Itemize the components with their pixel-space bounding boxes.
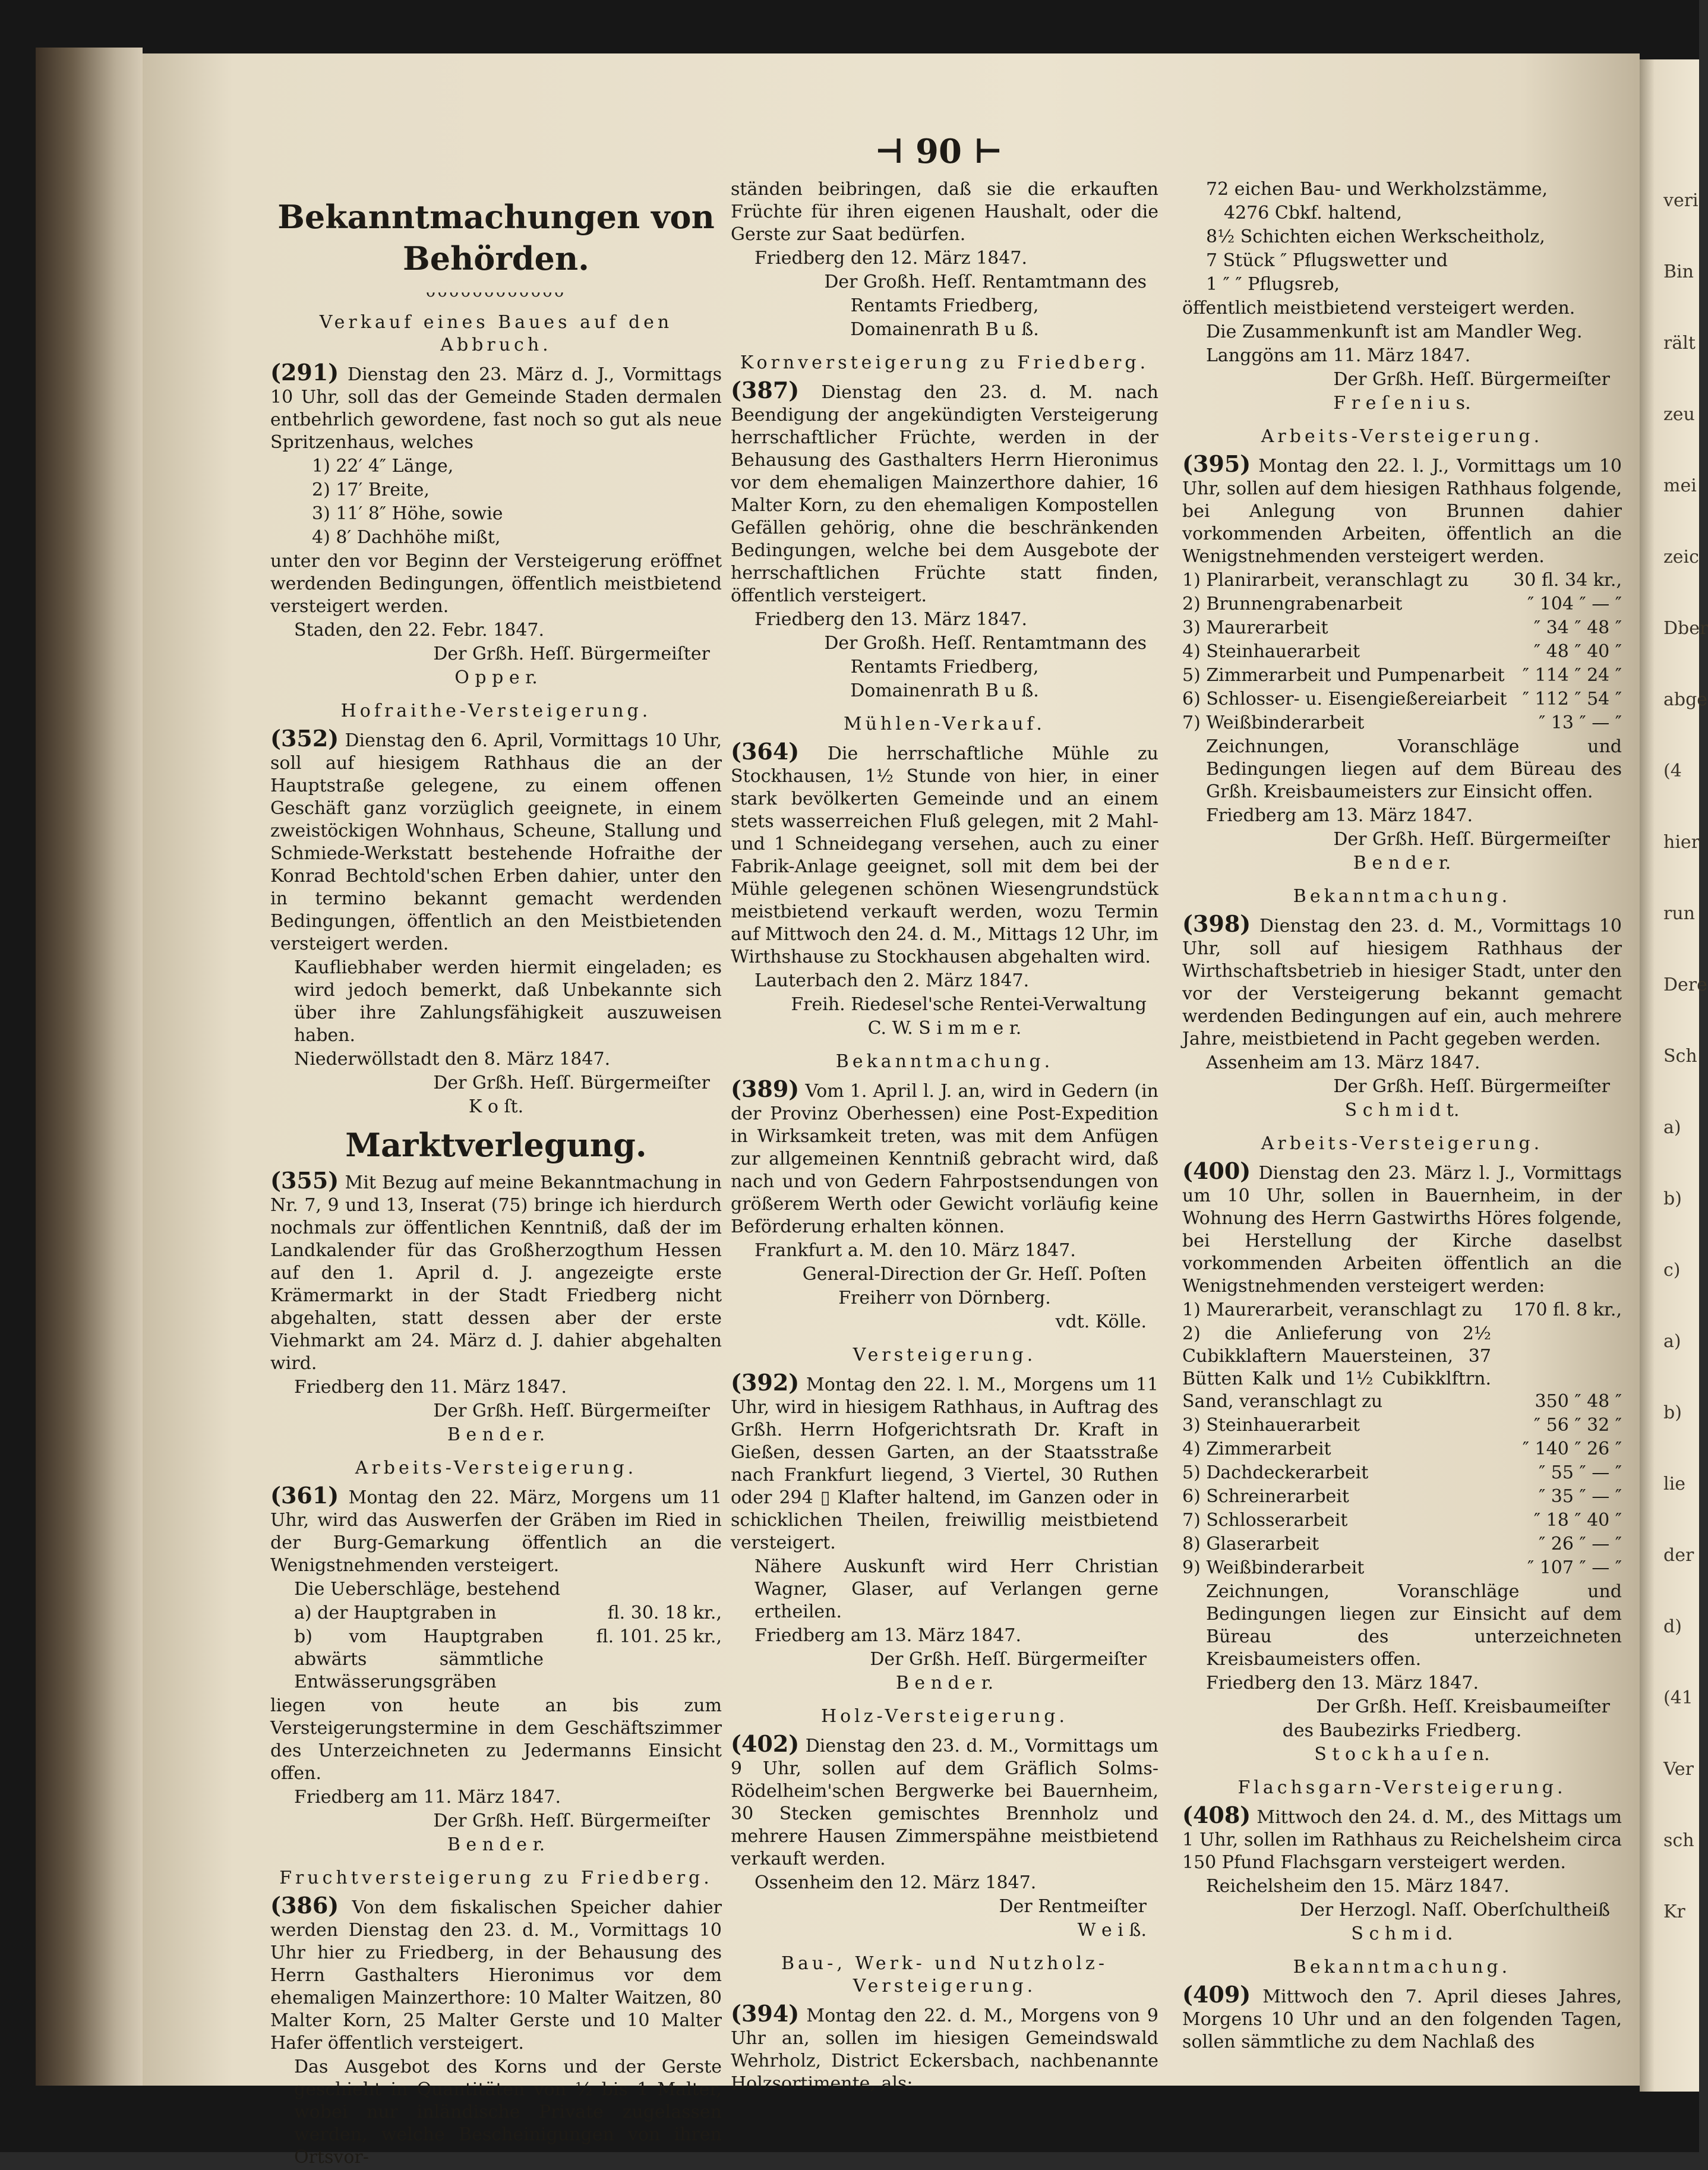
notice-409: (409) Mittwoch den 7. April dieses Jahres, Morgens 10 Uhr und an den folgenden Tagen, sollen sämmtliche zu dem Nachlaß des — [1182, 1981, 1622, 2052]
place-date: Staden, den 22. Febr. 1847. — [294, 620, 545, 641]
notice-395: (395) Montag den 22. l. J., Vormittags um 10 Uhr, sollen auf dem hiesigen Rathhaus folgende, bei Anlegung von Brunnen dahier vorkommenden Arbeiten, öffentlich an die Wenigstnehmenden versteigert werden. — [1182, 450, 1622, 567]
signature: Der Großh. Heſſ. Rentamtmann des — [824, 633, 1147, 654]
signature-name: S c h m i d. — [1351, 1923, 1453, 1944]
cost-row: 7) Schlosserarbeit ″ 18 ″ 40 ″ — [1182, 1510, 1622, 1531]
notice-heading: Flachsgarn-Versteigerung. — [1237, 1777, 1567, 1798]
list-item: 1) 22′ 4″ Länge, — [312, 456, 454, 477]
notice-text: ständen beibringen, daß sie die erkauften Früchte für ihren eigenen Haushalt, oder die Gerste zur Saat bedürfen. — [731, 179, 1158, 245]
ornament-rule: ᴗᴗᴗᴗᴗᴗᴗᴗᴗᴗᴗᴗ — [426, 283, 566, 301]
column-3 — [1182, 178, 1622, 2055]
notice-361: (361) Montag den 22. März, Morgens um 11 Uhr, wird das Auswerfen der Gräben im Ried in der Burg-Gemarkung öffentlich an die Wenigstnehmenden versteigert. — [270, 1482, 722, 1576]
cost-row: 9) Weißbinderarbeit ″ 107 ″ — ″ — [1182, 1557, 1622, 1578]
notice-394: (394) Montag den 22. d. M., Morgens von 9 Uhr an, sollen im hiesigen Gemeindswald Wehrholz, District Eckersbach, nachbenannte Holzsortimente, als: — [731, 2000, 1158, 2094]
place-date: Frankfurt a. M. den 10. März 1847. — [754, 1240, 1076, 1261]
next-page-fragment: zeu — [1663, 404, 1695, 425]
signature-name: B e n d e r. — [1353, 853, 1451, 873]
signature: Der Grßh. Heſſ. Bürgermeiſter — [433, 1073, 710, 1093]
list-item: 3) 11′ 8″ Höhe, sowie — [312, 503, 503, 524]
next-page-fragment: (41 — [1663, 1688, 1693, 1708]
section-title: Bekanntmachungen von Behörden. — [277, 198, 715, 277]
signature: Freih. Riedesel'sche Rentei-Verwaltung — [791, 994, 1147, 1015]
notice-291: (291) Dienstag den 23. März d. J., Vormittags 10 Uhr, soll das der Gemeinde Staden dermalen entbehrlich gewordene, fast noch so gut als neue Spritzenhaus, welches — [270, 359, 722, 453]
place-date: Friedberg den 11. März 1847. — [294, 1377, 567, 1398]
signature: Rentamts Friedberg, — [850, 295, 1039, 316]
cost-row: 8) Glaserarbeit ″ 26 ″ — ″ — [1182, 1534, 1622, 1554]
notice-387: (387) Dienstag den 23. d. M. nach Beendigung der angekündigten Versteigerung herrschaftlicher Früchte, werden in der Behausung des Gasthalters Herrn Hieronimus vor dem ehemaligen Mainzerthore dahier, 16 Malter Korn, zu den ehemaligen Kompostellen Gefällen gehörig, ohne die beschränkenden Bedingungen, welche bei dem Ausgebote der herrschaftlichen Früchte statt finden, öffentlich versteigert. — [731, 377, 1158, 606]
cost-row: 6) Schlosser- u. Eisengießereiarbeit ″ 112 ″ 54 ″ — [1182, 689, 1622, 709]
list-item: 4) 8′ Dachhöhe mißt, — [312, 527, 501, 548]
place-date: Friedberg am 13. März 1847. — [754, 1625, 1022, 1646]
cost-row: 4) Steinhauerarbeit ″ 48 ″ 40 ″ — [1182, 641, 1622, 662]
notice-402: (402) Dienstag den 23. d. M., Vormittags um 9 Uhr, sollen auf dem Gräflich Solms-Rödelheim'schen Bergwerke bei Bauernheim, 30 Stecken gemischtes Brennholz und mehrere Hausen Zimmerspähne meistbietend verkauft werden. — [731, 1730, 1158, 1869]
signature: Der Grßh. Heſſ. Bürgermeiſter — [433, 644, 710, 664]
cost-row: 1) Maurerarbeit, veranschlagt zu 170 fl. 8 kr., — [1182, 1300, 1622, 1320]
cost-row: 1) Planirarbeit, veranschlagt zu 30 fl. 34 kr., — [1182, 570, 1622, 591]
column-1 — [270, 190, 722, 2170]
next-page-fragment: d) — [1663, 1616, 1682, 1637]
page-number: ⊣ 90 ⊢ — [874, 132, 1003, 171]
notice-heading: Bekanntmachung. — [835, 1051, 1054, 1072]
place-date: Friedberg den 13. März 1847. — [754, 609, 1027, 630]
signature: Der Grßh. Heſſ. Bürgermeiſter — [433, 1401, 710, 1421]
place-date: Niederwöllstadt den 8. März 1847. — [294, 1049, 611, 1070]
signature: Der Grßh. Heſſ. Bürgermeiſter — [1333, 369, 1610, 390]
cost-row: 2) die Anlieferung von 2½ Cubikklaftern Mauersteinen, 37 Bütten Kalk und 1½ Cubikklftrn. Sand, veranschlagt zu 350 ″ 48 ″ — [1182, 1323, 1622, 1412]
cost-list-400 — [1182, 1299, 1622, 1579]
signature-name: W e i ß. — [1077, 1920, 1147, 1941]
notice-heading: Versteigerung. — [853, 1345, 1037, 1365]
cost-row: 7) Weißbinderarbeit ″ 13 ″ — ″ — [1182, 712, 1622, 733]
signature: Der Grßh. Heſſ. Kreisbaumeiſter — [1316, 1696, 1610, 1717]
left-page-edges — [36, 48, 143, 2086]
notice-heading: Fruchtversteigerung zu Friedberg. — [279, 1868, 713, 1888]
notice-heading: Arbeits-Versteigerung. — [1261, 426, 1543, 447]
next-page-fragment: Ver — [1663, 1759, 1694, 1780]
signature-name: F r e ſ e n i u s. — [1333, 393, 1471, 414]
next-page-fragment: run — [1663, 903, 1695, 924]
cost-row: a) der Hauptgraben in fl. 30. 18 kr., — [294, 1603, 722, 1623]
signature-name: S c h m i d t. — [1344, 1100, 1460, 1121]
cost-row: 2) Brunnengrabenarbeit ″ 104 ″ — ″ — [1182, 594, 1622, 614]
notice-355: (355) Mit Bezug auf meine Bekanntmachung in Nr. 7, 9 und 13, Inserat (75) bringe ich hierdurch nochmals zur öffentlichen Kenntniß, daß der im Landkalender für das Großherzogthum Hessen auf den 1. April d. J. angezeigte erste Krämermarkt in der Stadt Friedberg nicht abgehalten, statt dessen aber der erste Viehmarkt am 24. März d. J. dahier abgehalten wird. — [270, 1167, 722, 1374]
column-2 — [731, 178, 1158, 2096]
list-item: 4276 Cbkf. haltend, — [1224, 203, 1402, 223]
signature-name: Domainenrath B u ß. — [850, 319, 1039, 340]
signature: des Baubezirks Friedberg. — [1282, 1720, 1522, 1741]
signature: Der Herzogl. Naſſ. Oberſchultheiß — [1300, 1900, 1610, 1920]
next-page-fragment: Sch — [1663, 1046, 1697, 1067]
notice-text: Nähere Auskunft wird Herr Christian Wagner, Glaser, auf Verlangen gerne ertheilen. — [754, 1556, 1158, 1622]
cost-row: 6) Schreinerarbeit ″ 35 ″ — ″ — [1182, 1486, 1622, 1507]
notice-heading: Kornversteigerung zu Friedberg. — [740, 352, 1150, 373]
place-date: Assenheim am 13. März 1847. — [1206, 1052, 1480, 1073]
signature: Der Grßh. Heſſ. Bürgermeiſter — [870, 1649, 1147, 1670]
notice-text: unter den vor Beginn der Versteigerung eröffnet werdenden Bedingungen, öffentlich meistbietend versteigert werden. — [270, 551, 722, 617]
notice-heading: Holz-Versteigerung. — [820, 1706, 1069, 1727]
signature-name: C. W. S i m m e r. — [867, 1018, 1022, 1039]
next-page-fragment: lie — [1663, 1474, 1685, 1494]
signature-name: B e n d e r. — [895, 1673, 994, 1693]
next-page-fragment: der — [1663, 1545, 1694, 1566]
signature: General-Direction der Gr. Heſſ. Poſten — [802, 1264, 1147, 1285]
next-page-fragment: b) — [1663, 1188, 1682, 1209]
signature-name: B e n d e r. — [447, 1424, 545, 1445]
notice-text: liegen von heute an bis zum Versteigerungstermine in dem Geschäftszimmer des Unterzeichneten zu Jedermanns Einsicht offen. — [270, 1695, 722, 1784]
list-item: 2) 17′ Breite, — [312, 480, 430, 500]
list-item: 72 eichen Bau- und Werkholzstämme, — [1206, 179, 1548, 200]
notice-text: Das Ausgebot des Korns und der Gerste geschieht in Quantitäten von ½ bis 1 Malter, wobei nur inländische Private zugelassen werden, welche Bescheinigungen von ihren Ortsvor- — [294, 2057, 722, 2168]
notice-heading: Arbeits-Versteigerung. — [1261, 1133, 1543, 1154]
notice-352: (352) Dienstag den 6. April, Vormittags 10 Uhr, soll auf hiesigem Rathhaus die an der Hauptstraße gelegene, zu einem offenen Geschäft ganz vorzüglich geeignete, in einem zweistöckigen Wohnhaus, Scheune, Stallung und Schmiede-Werkstatt bestehende Hofraithe der Konrad Bechtold'schen Erben dahier, unter den in termino bekannt gemacht werdenden Bedingungen, öffentlich an den Meistbietenden versteigert werden. — [270, 725, 722, 954]
notice-364: (364) Die herrschaftliche Mühle zu Stockhausen, 1½ Stunde von hier, in einer stark bevölkerten Gemeinde und an einem stets wasserreichen Fluß gelegen, mit 2 Mahl- und 1 Schneidegang versehen, auch zu einer Fabrik-Anlage geeignet, soll mit dem bei der Mühle gelegenen schönen Wiesengrundstück meistbietend verkauft werden, wozu Termin auf Mittwoch den 24. d. M., Mittags 12 Uhr, im Wirthshause zu Stockhausen abgehalten wird. — [731, 738, 1158, 967]
list-item: 7 Stück ″ Pflugswetter und — [1206, 250, 1448, 271]
next-page-fragment: a) — [1663, 1117, 1681, 1138]
list-item: 1 ″ ″ Pflugsreb, — [1206, 274, 1340, 295]
notice-text: Zeichnungen, Voranschläge und Bedingungen liegen auf dem Büreau des Grßh. Kreisbaumeisters zur Einsicht offen. — [1206, 736, 1622, 802]
next-page-fragment: c) — [1663, 1260, 1681, 1280]
cost-row: 5) Zimmerarbeit und Pumpenarbeit ″ 114 ″ 24 ″ — [1182, 665, 1622, 686]
place-date: Friedberg am 11. März 1847. — [294, 1787, 561, 1808]
signature: Der Grßh. Heſſ. Bürgermeiſter — [1333, 829, 1610, 850]
signature: Rentamts Friedberg, — [850, 657, 1039, 677]
notice-392: (392) Montag den 22. l. M., Morgens um 11 Uhr, wird in hiesigem Rathhaus, in Auftrag des Grßh. Herrn Hofgerichtsrath Dr. Kraft in Gießen, dessen Garten, an der Staatsstraße nach Frankfurt liegend, 3 Viertel, 30 Ruthen oder 294 ▯ Klafter haltend, im Ganzen oder in schicklichen Theilen, freiwillig meistbietend versteigert. — [731, 1369, 1158, 1553]
signature: Der Grßh. Heſſ. Bürgermeiſter — [1333, 1076, 1610, 1097]
signature: Der Grßh. Heſſ. Bürgermeiſter — [433, 1811, 710, 1831]
notice-400: (400) Dienstag den 23. März l. J., Vormittags um 10 Uhr, sollen in Bauernheim, in der Wohnung des Herrn Gastwirths Höres folgende, bei Herstellung der Kirche daselbst vorkommenden Arbeiten öffentlich an die Wenigstnehmenden versteigert werden: — [1182, 1157, 1622, 1297]
next-page-fragment: Bin — [1663, 261, 1694, 282]
notice-heading: Bekanntmachung. — [1293, 886, 1511, 907]
notice-text: Die Zusammenkunft ist am Mandler Weg. — [1206, 321, 1583, 342]
next-page-fragment: hier — [1663, 832, 1700, 853]
next-page-fragment: (4 — [1663, 761, 1682, 781]
place-date: Friedberg den 12. März 1847. — [754, 248, 1027, 269]
signature-name: B e n d e r. — [447, 1834, 545, 1855]
notice-text: Die Ueberschläge, bestehend — [294, 1579, 561, 1600]
cost-row: 3) Maurerarbeit ″ 34 ″ 48 ″ — [1182, 617, 1622, 638]
notice-heading: Verkauf eines Baues auf den Abbruch. — [319, 312, 673, 355]
signature: Freiherr von Dörnberg. — [838, 1288, 1051, 1308]
next-page-fragment: a) — [1663, 1331, 1681, 1352]
signature-name: O p p e r. — [454, 667, 538, 688]
section-title: Marktverlegung. — [345, 1126, 647, 1164]
next-page-fragment: sch — [1663, 1830, 1694, 1851]
cost-row: b) vom Hauptgraben abwärts sämmtliche Entwässerungsgräben fl. 101. 25 kr., — [294, 1626, 722, 1692]
next-page-fragment: b) — [1663, 1402, 1682, 1423]
cost-row: 3) Steinhauerarbeit ″ 56 ″ 32 ″ — [1182, 1415, 1622, 1436]
next-page-fragment: abge — [1663, 689, 1708, 710]
next-page-fragment: Dber — [1663, 618, 1708, 639]
notice-heading: Arbeits-Versteigerung. — [355, 1458, 637, 1478]
cost-row: 4) Zimmerarbeit ″ 140 ″ 26 ″ — [1182, 1439, 1622, 1459]
place-date: Friedberg am 13. März 1847. — [1206, 805, 1473, 826]
notice-389: (389) Vom 1. April l. J. an, wird in Gedern (in der Provinz Oberhessen) eine Post-Expedition in Wirksamkeit treten, was mit dem Anfügen zur allgemeinen Kenntniß gebracht wird, daß nach und von Gedern Fahrpostsendungen von größerem Werth oder Gewicht vorläufig keine Beförderung erhalten können. — [731, 1075, 1158, 1237]
place-date: Friedberg den 13. März 1847. — [1206, 1673, 1479, 1693]
cost-row: 5) Dachdeckerarbeit ″ 55 ″ — ″ — [1182, 1462, 1622, 1483]
signature-name: Domainenrath B u ß. — [850, 680, 1039, 701]
signature: Der Rentmeiſter — [999, 1896, 1147, 1917]
signature-name: S t o c k h a u ſ e n. — [1314, 1744, 1490, 1765]
place-date: Langgöns am 11. März 1847. — [1206, 345, 1471, 366]
notice-heading: Mühlen-Verkauf. — [844, 714, 1046, 734]
next-page-fragment: Dere — [1663, 974, 1707, 995]
notice-386: (386) Von dem fiskalischen Speicher dahier werden Dienstag den 23. d. M., Vormittags 10 Uhr hier zu Friedberg, in der Behausung des Herrn Gasthalters Hieronimus vor dem ehemaligen Mainzerthore: 10 Malter Waitzen, 80 Malter Korn, 25 Malter Gerste und 10 Malter Hafer öffentlich versteigert. — [270, 1892, 722, 2054]
notice-heading: Bekanntmachung. — [1293, 1957, 1511, 1977]
notice-398: (398) Dienstag den 23. d. M., Vormittags 10 Uhr, soll auf hiesigem Rathhaus der Wirthschaftsbetrieb in hiesiger Stadt, unter den vor der Versteigerung bekannt gemacht werdenden Bedingungen auf ein, auch mehrere Jahre, meistbietend in Pacht gegeben werden. — [1182, 910, 1622, 1049]
list-item: 8½ Schichten eichen Werkscheitholz, — [1206, 226, 1545, 247]
notice-text: Kaufliebhaber werden hiermit eingeladen; es wird jedoch bemerkt, daß Unbekannte sich über ihre Zahlungsfähigkeit auszuweisen haben. — [294, 957, 722, 1046]
signature: Der Großh. Heſſ. Rentamtmann des — [824, 272, 1147, 292]
place-date: Reichelsheim den 15. März 1847. — [1206, 1876, 1510, 1897]
next-page-fragment: veri — [1663, 190, 1698, 211]
notice-text: öffentlich meistbietend versteigert werden. — [1182, 298, 1576, 318]
notice-text: Zeichnungen, Voranschläge und Bedingungen liegen zur Einsicht auf dem Büreau des unterzeichneten Kreisbaumeisters offen. — [1206, 1581, 1622, 1670]
place-date: Ossenheim den 12. März 1847. — [754, 1872, 1037, 1893]
next-page-edge — [1640, 59, 1708, 2092]
signature-name: K o ſt. — [468, 1096, 524, 1117]
notice-408: (408) Mittwoch den 24. d. M., des Mittags um 1 Uhr, sollen im Rathhaus zu Reichelsheim circa 150 Pfund Flachsgarn versteigert werden. — [1182, 1802, 1622, 1873]
notice-heading: Bau-, Werk- und Nutzholz-Versteigerung. — [781, 1953, 1108, 1996]
signature-name: vdt. Kölle. — [1055, 1311, 1147, 1332]
next-page-fragment: rält — [1663, 333, 1696, 354]
notice-heading: Hofraithe-Versteigerung. — [340, 701, 652, 721]
next-page-fragment: mei — [1663, 475, 1697, 496]
next-page-fragment: zeic — [1663, 547, 1699, 567]
next-page-fragment: Kr — [1663, 1901, 1685, 1922]
place-date: Lauterbach den 2. März 1847. — [754, 970, 1030, 991]
cost-list-395 — [1182, 569, 1622, 734]
